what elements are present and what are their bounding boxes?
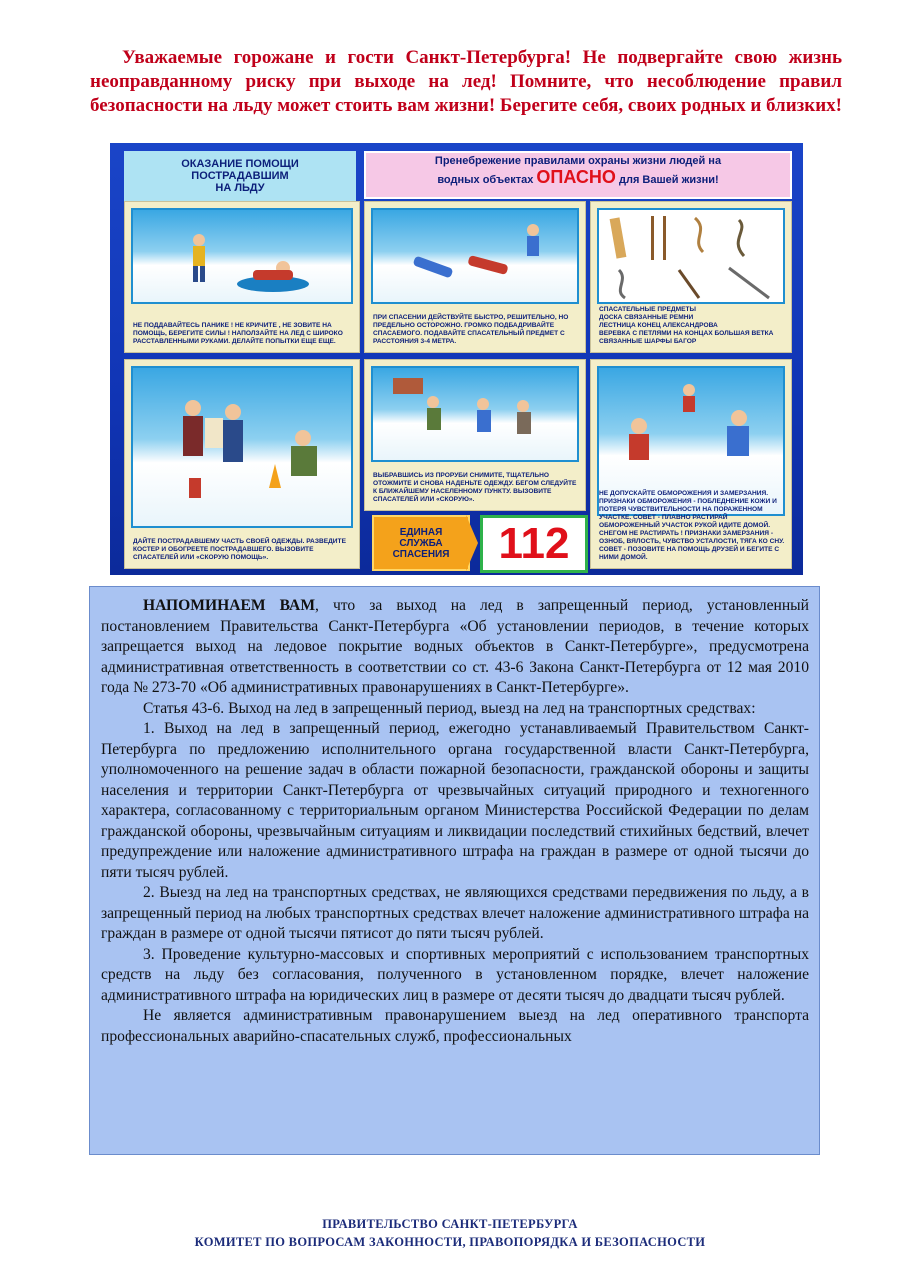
paragraph-clause-1: 1. Выход на лед в запрещенный период, ежегодно устанавливаемый Правительством Санкт-Петербурга по предложению исполнительного органа государственной власти Санкт-Петербурга, уполномоченного на решение задач в области пожарной безопасности, гражданской обороны и защиты населения и территории Санкт-Петербурга от чрезвычайных ситуаций природного и техногенного характера, согласованному с территориальным органом Министерства Российской Федерации по делам гражданской обороны, чрезвычайным ситуациям и ликвидации последствий стихийных бедствий, влечет предупреждение или наложение административного штрафа на граждан в размере от одной тысячи до пяти тысяч рублей. <box>101 720 809 881</box>
emergency-number: 112 <box>480 515 588 573</box>
paragraph-reminder <box>101 596 809 699</box>
poster-panel-2 <box>364 201 586 353</box>
poster-title-right-line2 <box>366 169 790 188</box>
poster-panel-6 <box>590 359 792 569</box>
panel-caption: НЕ ДОПУСКАЙТЕ ОБМОРОЖЕНИЯ И ЗАМЕРЗАНИЯ. ПРИЗНАКИ ОБМОРОЖЕНИЯ - ПОБЛЕДНЕНИЕ КОЖИ И ПОТЕРЯ ЧУВСТВИТЕЛЬНОСТИ НА ПОРАЖЕННОМ УЧАСТКЕ. СОВЕТ - ПЛАВНО РАСТИРАЙ ОБМОРОЖЕННЫЙ УЧАСТОК РУКОЙ ИДИТЕ ДОМОЙ. СНЕГОМ НЕ РАСТИРАТЬ ! ПРИЗНАКИ ЗАМЕРЗАНИЯ - ОЗНОБ, ВЯЛОСТЬ, ЧУВСТВО УСТАЛОСТИ, ТЯГА КО СНУ. СОВЕТ - ПОЗОВИТЕ НА ПОМОЩЬ ДРУЗЕЙ И БЕГИТЕ С НИМИ ДОМОЙ. <box>599 490 785 561</box>
rescue-tools-icon <box>599 210 783 302</box>
paragraph-clause-3: 3. Проведение культурно-массовых и спортивных мероприятий с использованием транспортных средств на льду без согласования, полученного в установленном порядке, влечет наложение административного штрафа на юридических лиц в размере от десяти тысяч до двадцати тысяч рублей. <box>101 945 809 1004</box>
paragraph-clause-2: 2. Выезд на лед на транспортных средствах, не являющихся средствами передвижения по льду, а в запрещенный период на любых транспортных средствах влечет наложение административного штрафа на граждан в размере от одной тысячи пятисот до пяти тысяч рублей. <box>101 884 809 942</box>
panel-caption: ПРИ СПАСЕНИИ ДЕЙСТВУЙТЕ БЫСТРО, РЕШИТЕЛЬНО, НО ПРЕДЕЛЬНО ОСТОРОЖНО. ГРОМКО ПОДБАДРИВАЙТЕ СПАСАЕМОГО. ПОДАВАЙТЕ СПАСАТЕЛЬНЫЙ ПРЕДМЕТ С РАССТОЯНИЯ 3-4 МЕТРА. <box>373 314 569 345</box>
running-people-icon <box>373 368 577 460</box>
intro-warning: Уважаемые горожане и гости Санкт-Петербурга! Не подвергайте свою жизнь неоправданному риску при выходе на лед! Помните, что несоблюдение правил безопасности на льду может стоить вам жизни! Берегите себя, своих родных и близких! <box>90 47 843 116</box>
poster-panel-5 <box>364 359 586 511</box>
panel-illustration <box>131 208 353 304</box>
campfire-rescue-icon <box>133 368 351 526</box>
legal-info-text <box>101 596 809 1047</box>
poster-title-part: для Вашей жизни! <box>618 174 719 186</box>
poster-panel-3 <box>590 201 792 353</box>
panel-illustration <box>131 366 353 528</box>
paragraph-exception: Не является административным правонарушением выезд на лед оперативного транспорта профессиональных аварийно-спасательных служб, профессиональных <box>101 1007 809 1045</box>
panel-illustration <box>597 208 785 304</box>
poster-panel-1 <box>124 201 360 353</box>
panel-illustration <box>371 366 579 462</box>
reminder-text: , что за выход на лед в запрещенный период, установленный постановлением Правительства Санкт-Петербурга «Об установлении периодов, в течение которых запрещается выход на ледовое покрытие водных объектов в Санкт-Петербурге», предусмотрена административная ответственность в соответствии со ст. 43-6 Закона Санкт-Петербурга от 12 мая 2010 года № 273-70 «Об административных правонарушениях в Санкт-Петербурге». <box>101 597 809 696</box>
person-on-ice-icon <box>133 210 351 302</box>
poster-title-right <box>364 151 792 199</box>
panel-caption: СПАСАТЕЛЬНЫЕ ПРЕДМЕТЫ ДОСКА СВЯЗАННЫЕ РЕМНИ ЛЕСТНИЦА КОНЕЦ АЛЕКСАНДРОВА ВЕРЕВКА С ПЕТЛЯМИ НА КОНЦАХ БОЛЬШАЯ ВЕТКА СВЯЗАННЫЕ ШАРФЫ БАГОР <box>599 306 774 345</box>
reminder-heading: НАПОМИНАЕМ ВАМ <box>143 597 316 614</box>
rescue-service-label: ЕДИНАЯ СЛУЖБА СПАСЕНИЯ <box>372 515 470 571</box>
poster-title-right-line1: Пренебрежение правилами охраны жизни людей на <box>434 155 722 167</box>
rescuers-crawling-icon <box>373 210 577 302</box>
poster-panel-4 <box>124 359 360 569</box>
poster-title-left: ОКАЗАНИЕ ПОМОЩИ ПОСТРАДАВШИМ НА ЛЬДУ <box>124 151 356 201</box>
poster-danger-word: ОПАСНО <box>536 167 616 187</box>
arrow-right-icon <box>466 515 478 571</box>
footer-committee: КОМИТЕТ ПО ВОПРОСАМ ЗАКОННОСТИ, ПРАВОПОРЯДКА И БЕЗОПАСНОСТИ <box>194 1235 706 1249</box>
panel-illustration <box>371 208 579 304</box>
safety-poster <box>110 143 803 575</box>
legal-info-box <box>89 586 820 1155</box>
panel-caption: ДАЙТЕ ПОСТРАДАВШЕМУ ЧАСТЬ СВОЕЙ ОДЕЖДЫ. РАЗВЕДИТЕ КОСТЕР И ОБОГРЕЕТЕ ПОСТРАДАВШЕГО. ВЫЗОВИТЕ СПАСАТЕЛЕЙ ИЛИ «СКОРУЮ ПОМОЩЬ». <box>133 538 346 561</box>
panel-caption: ВЫБРАВШИСЬ ИЗ ПРОРУБИ СНИМИТЕ, ТЩАТЕЛЬНО ОТОЖМИТЕ И СНОВА НАДЕНЬТЕ ОДЕЖДУ. БЕГОМ СЛЕДУЙТЕ К БЛИЖАЙШЕМУ НАСЕЛЕННОМУ ПУНКТУ. ВЫЗОВИТЕ СПАСАТЕЛЕЙ ИЛИ «СКОРУЮ». <box>373 472 577 503</box>
panel-caption: НЕ ПОДДАВАЙТЕСЬ ПАНИКЕ ! НЕ КРИЧИТЕ , НЕ ЗОВИТЕ НА ПОМОЩЬ, БЕРЕГИТЕ СИЛЫ ! НАПОЛЗАЙТЕ НА ЛЕД С ШИРОКО РАССТАВЛЕННЫМИ РУКАМИ. ДЕЛАЙТЕ ПОПЫТКИ ЕЩЕ ЕЩЕ. <box>133 322 343 345</box>
footer-government: ПРАВИТЕЛЬСТВО САНКТ-ПЕТЕРБУРГА <box>322 1217 578 1231</box>
poster-title-part: водных объектах <box>437 174 534 186</box>
paragraph-article: Статья 43-6. Выход на лед в запрещенный период, выезд на лед на транспортных средствах: <box>143 699 756 717</box>
